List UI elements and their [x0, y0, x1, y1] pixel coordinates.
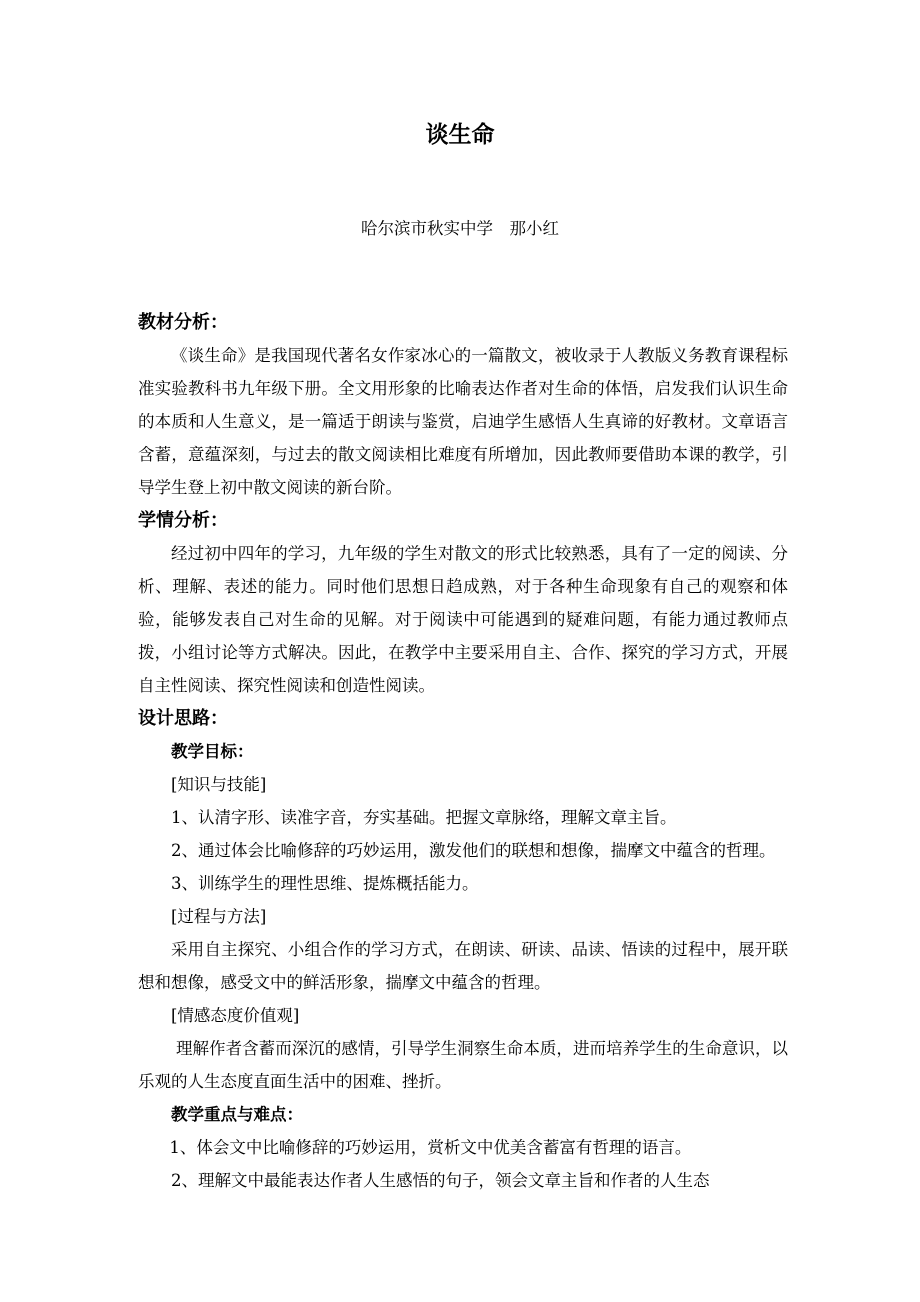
textbook-analysis-paragraph: 《谈生命》是我国现代著名女作家冰心的一篇散文，被收录于人教版义务教育课程标准实验教科书九年级下册。全文用形象的比喻表达作者对生命的体悟，启发我们认识生命的本质和人生意义，是一篇适于朗读与鉴赏，启迪学生感悟人生真谛的好教材。文章语言含蓄，意蕴深刻，与过去的散文阅读相比难度有所增加，因此教师要借助本课的教学，引导学生登上初中散文阅读的新台阶。 [138, 346, 788, 497]
process-label: [过程与方法] [171, 907, 267, 926]
document-content [138, 306, 788, 1197]
author-line: 哈尔滨市秋实中学 那小红 [361, 219, 559, 238]
section-heading-design: 设计思路： [138, 708, 228, 729]
student-analysis-paragraph: 经过初中四年的学习，九年级的学生对散文的形式比较熟悉，具有了一定的阅读、分析、理解、表述的能力。同时他们思想日趋成熟，对于各种生命现象有自己的观察和体验，能够发表自己对生命的见解。对于阅读中可能遇到的疑难问题，有能力通过教师点拨，小组讨论等方式解决。因此，在教学中主要采用自主、合作、探究的学习方式，开展自主性阅读、探究性阅读和创造性阅读。 [138, 544, 788, 695]
document-title: 谈生命 [425, 122, 495, 148]
section-heading-textbook-analysis: 教材分析： [138, 312, 228, 333]
key-point-item: 1、体会文中比喻修辞的巧妙运用，赏析文中优美含蓄富有哲理的语言。 [169, 1138, 692, 1157]
key-point-item: 2、理解文中最能表达作者人生感悟的句子，领会文章主旨和作者的人生态 [171, 1171, 710, 1190]
knowledge-item: 3、训练学生的理性思维、提炼概括能力。 [171, 874, 479, 893]
knowledge-label: [知识与技能] [171, 775, 267, 794]
knowledge-item: 2、通过体会比喻修辞的巧妙运用，激发他们的联想和想像，揣摩文中蕴含的哲理。 [171, 841, 776, 860]
process-paragraph: 采用自主探究、小组合作的学习方式，在朗读、研读、品读、悟读的过程中，展开联想和想像，感受文中的鲜活形象，揣摩文中蕴含的哲理。 [138, 940, 788, 992]
knowledge-item: 1、认清字形、读准字音，夯实基础。把握文章脉络，理解文章主旨。 [171, 808, 677, 827]
section-heading-student-analysis: 学情分析： [138, 510, 228, 531]
emotion-paragraph: 理解作者含蓄而深沉的感情，引导学生洞察生命本质，进而培养学生的生命意识，以乐观的人生态度直面生活中的困难、挫折。 [138, 1039, 788, 1091]
emotion-label: [情感态度价值观] [171, 1006, 300, 1025]
objectives-heading: 教学目标： [171, 742, 254, 761]
key-points-heading: 教学重点与难点： [171, 1105, 303, 1124]
